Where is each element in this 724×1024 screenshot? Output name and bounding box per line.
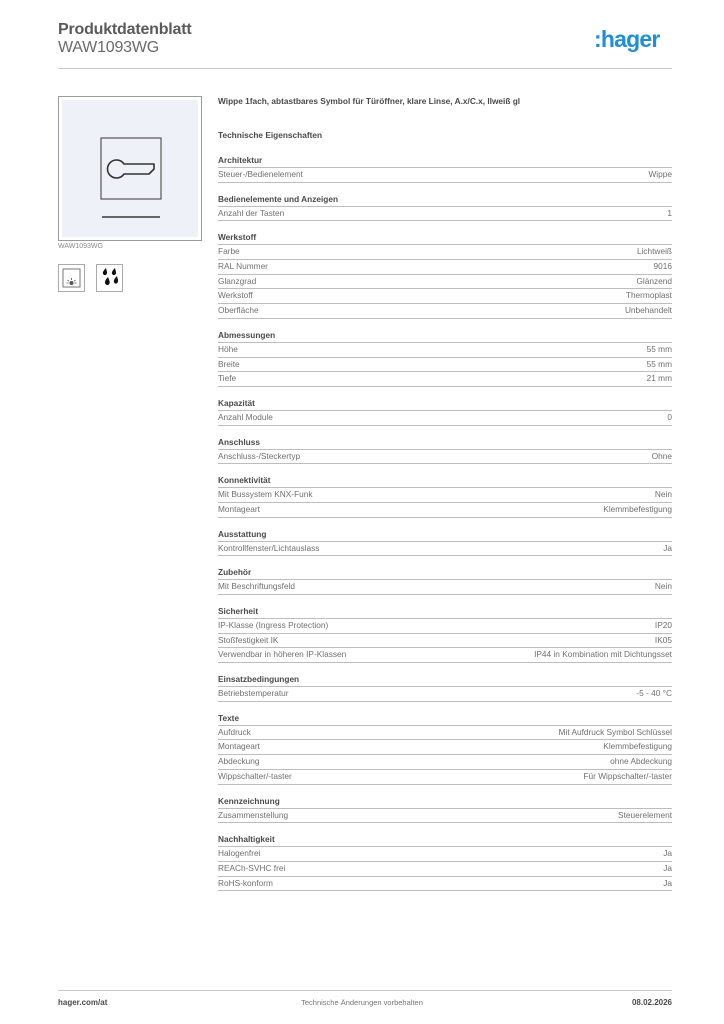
spec-value: Für Wippschalter/-taster: [583, 770, 672, 781]
spec-label: Aufdruck: [218, 726, 251, 737]
spec-label: RoHS-konform: [218, 877, 273, 888]
spec-group: [218, 566, 672, 595]
spec-label: Höhe: [218, 343, 238, 354]
spec-row: [218, 862, 672, 877]
footer-notice: Technische Änderungen vorbehalten: [301, 998, 423, 1007]
spec-value: Thermoplast: [625, 290, 672, 301]
spec-group: [218, 833, 672, 891]
header-divider: [58, 68, 672, 69]
spec-label: REACh-SVHC frei: [218, 862, 286, 873]
spec-group: [218, 528, 672, 557]
spec-row: [218, 372, 672, 387]
spec-value: 9016: [653, 261, 672, 272]
spec-value: Ohne: [651, 450, 672, 461]
spec-label: Werkstoff: [218, 290, 253, 301]
spec-row: [218, 411, 672, 426]
spec-value: ohne Abdeckung: [610, 756, 672, 767]
badge-light-window: [58, 264, 85, 292]
spec-value: IP20: [654, 620, 672, 630]
spec-group: [218, 605, 672, 663]
spec-row: [218, 740, 672, 755]
spec-value: Ja: [663, 542, 672, 553]
hager-logo: :hager: [594, 26, 660, 52]
key-symbol-icon: [62, 100, 198, 237]
spec-value: Nein: [654, 581, 672, 592]
spec-group: [218, 329, 672, 387]
spec-value: -5 - 40 °C: [636, 688, 672, 699]
spec-row: [218, 260, 672, 275]
spec-label: Montageart: [218, 503, 260, 514]
product-image: [58, 96, 202, 241]
spec-row: [218, 634, 672, 649]
spec-value: IK05: [654, 634, 672, 645]
spec-value: Mit Aufdruck Symbol Schlüssel: [558, 726, 672, 737]
spec-label: Anschluss-/Steckertyp: [218, 450, 301, 461]
spec-row: [218, 207, 672, 222]
spec-row: [218, 488, 672, 503]
spec-group: [218, 397, 672, 426]
spec-label: Anzahl Module: [218, 411, 273, 422]
product-description: Wippe 1fach, abtastbares Symbol für Türöffner, klare Linse, A.x/C.x, lIweiß gl: [218, 96, 521, 106]
spec-row: [218, 275, 672, 290]
spec-label: Anzahl der Tasten: [218, 207, 285, 218]
spec-group-title: Nachhaltigkeit: [218, 833, 672, 847]
spec-table: [218, 154, 672, 901]
spec-value: Klemmbefestigung: [603, 503, 672, 514]
spec-label: Wippschalter/-taster: [218, 770, 292, 781]
spec-group-title: Bedienelemente und Anzeigen: [218, 193, 672, 207]
badge-water-drops: [96, 264, 123, 292]
spec-label: Halogenfrei: [218, 848, 261, 859]
spec-value: 1: [667, 207, 672, 218]
spec-row: [218, 343, 672, 358]
spec-label: RAL Nummer: [218, 261, 268, 272]
spec-label: Glanzgrad: [218, 275, 257, 286]
spec-group: [218, 154, 672, 183]
spec-row: [218, 289, 672, 304]
spec-group-title: Kapazität: [218, 397, 672, 411]
spec-label: Steuer-/Bedienelement: [218, 169, 303, 179]
spec-row: [218, 726, 672, 741]
spec-label: Betriebstemperatur: [218, 688, 289, 699]
spec-value: Ja: [663, 877, 672, 888]
spec-label: Stoßfestigkeit IK: [218, 634, 279, 645]
spec-group-title: Einsatzbedingungen: [218, 673, 672, 687]
page-title: Produktdatenblatt: [58, 21, 192, 38]
spec-row: [218, 619, 672, 634]
spec-row: [218, 168, 672, 183]
spec-row: [218, 847, 672, 862]
product-image-caption: WAW1093WG: [58, 243, 103, 250]
spec-value: Wippe: [648, 169, 672, 179]
spec-value: Ja: [663, 862, 672, 873]
spec-row: [218, 770, 672, 785]
water-drops-icon: [97, 265, 122, 291]
spec-row: [218, 580, 672, 595]
light-window-icon: [59, 265, 84, 291]
footer-divider: [58, 990, 672, 991]
technical-properties-heading: Technische Eigenschaften: [218, 130, 323, 140]
spec-row: [218, 809, 672, 824]
spec-group: [218, 712, 672, 785]
spec-group: [218, 474, 672, 517]
spec-group-title: Architektur: [218, 154, 672, 168]
spec-label: Breite: [218, 358, 240, 369]
spec-row: [218, 245, 672, 260]
spec-value: Klemmbefestigung: [603, 741, 672, 752]
spec-value: Lichtweiß: [636, 246, 672, 257]
spec-group-title: Sicherheit: [218, 605, 672, 619]
spec-value: Steuerelement: [618, 809, 672, 820]
spec-label: Kontrollfenster/Lichtauslass: [218, 542, 320, 553]
spec-label: Oberfläche: [218, 305, 259, 316]
spec-group-title: Ausstattung: [218, 528, 672, 542]
spec-group: [218, 193, 672, 222]
spec-group-title: Konnektivität: [218, 474, 672, 488]
spec-group-title: Abmessungen: [218, 329, 672, 343]
spec-row: [218, 648, 672, 663]
footer-date: 08.02.2026: [631, 998, 672, 1007]
spec-label: Mit Beschriftungsfeld: [218, 581, 296, 592]
spec-group: [218, 673, 672, 702]
spec-value: Glänzend: [636, 275, 672, 286]
spec-group: [218, 795, 672, 824]
spec-label: Tiefe: [218, 373, 237, 384]
spec-group: [218, 436, 672, 465]
spec-label: Montageart: [218, 741, 260, 752]
spec-group-title: Zubehör: [218, 566, 672, 580]
spec-value: 55 mm: [646, 343, 672, 354]
spec-group-title: Anschluss: [218, 436, 672, 450]
footer-website-link[interactable]: hager.com/at: [58, 998, 108, 1007]
spec-label: Verwendbar in höheren IP-Klassen: [218, 649, 347, 660]
spec-row: [218, 877, 672, 892]
spec-group: [218, 231, 672, 318]
spec-row: [218, 503, 672, 518]
spec-row: [218, 755, 672, 770]
spec-value: 21 mm: [646, 373, 672, 384]
spec-value: Unbehandelt: [624, 305, 672, 316]
spec-value: IP44 in Kombination mit Dichtungsset: [534, 649, 672, 660]
spec-value: 55 mm: [646, 358, 672, 369]
spec-group-title: Kennzeichnung: [218, 795, 672, 809]
spec-label: Mit Bussystem KNX-Funk: [218, 489, 313, 500]
spec-row: [218, 542, 672, 557]
spec-group-title: Werkstoff: [218, 231, 672, 245]
product-code: WAW1093WG: [58, 39, 160, 56]
spec-value: Ja: [663, 848, 672, 859]
spec-label: Zusammenstellung: [218, 809, 289, 820]
spec-group-title: Texte: [218, 712, 672, 726]
spec-value: 0: [667, 411, 672, 422]
spec-row: [218, 304, 672, 319]
spec-row: [218, 450, 672, 465]
spec-label: IP-Klasse (Ingress Protection): [218, 620, 329, 630]
spec-label: Farbe: [218, 246, 240, 257]
spec-label: Abdeckung: [218, 756, 260, 767]
spec-value: Nein: [654, 489, 672, 500]
spec-row: [218, 358, 672, 373]
spec-row: [218, 687, 672, 702]
